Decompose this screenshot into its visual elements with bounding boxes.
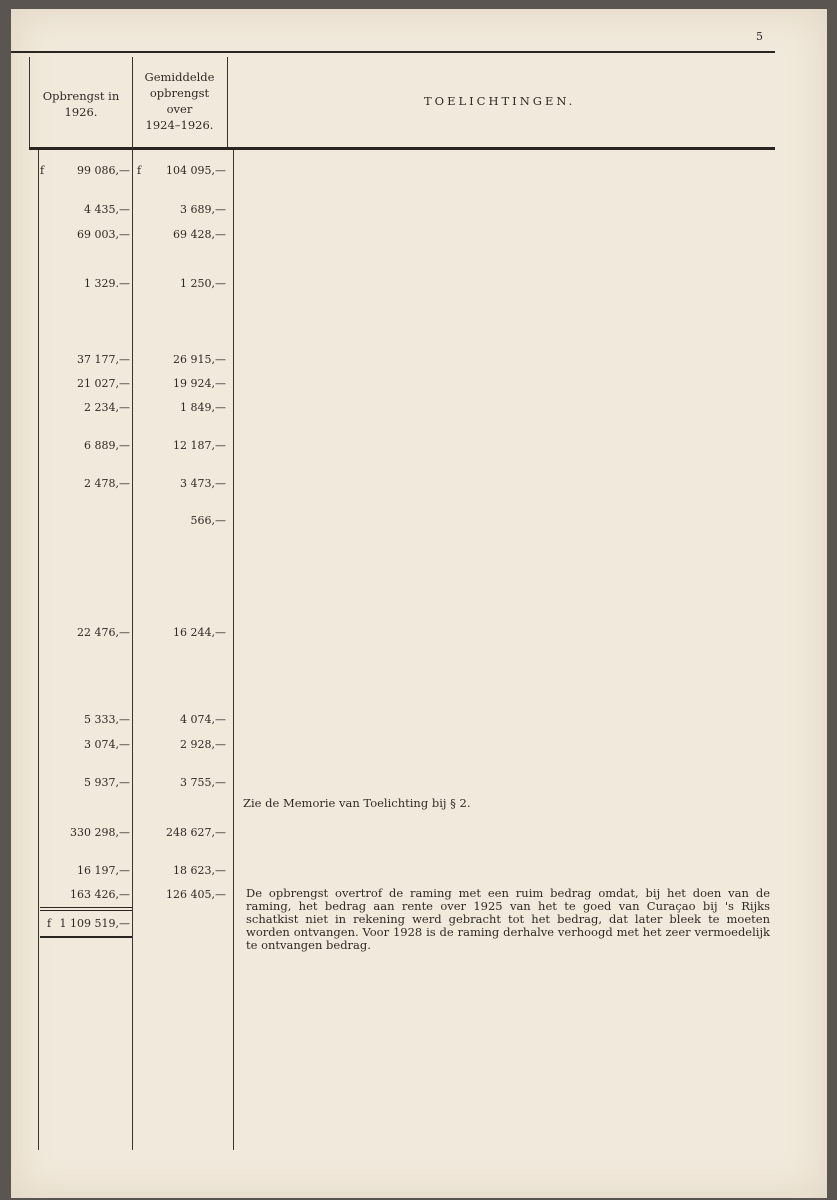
row-16-opbrengst: 16 197,— [77,864,130,877]
note-memorie: Zie de Memorie van Toelichting bij § 2. [243,796,471,810]
header-col-opbrengst [35,88,127,120]
row-9-gemiddelde: 3 473,— [180,477,226,490]
total-rule-bottom [40,936,132,938]
row-17-opbrengst: 163 426,— [70,888,130,901]
row-11-opbrengst: 22 476,— [77,626,130,639]
column-rule-2 [132,57,133,1150]
row-7-gemiddelde: 1 849,— [180,401,226,414]
row-15-opbrengst: 330 298,— [70,826,130,839]
currency-mark-total: f [47,917,52,930]
row-15-gemiddelde: 248 627,— [166,826,226,839]
row-2-opbrengst: 4 435,— [84,203,130,216]
row-12-opbrengst: 5 333,— [84,713,130,726]
row-8-gemiddelde: 12 187,— [173,439,226,452]
row-4-opbrengst: 1 329.— [84,277,130,290]
column-rule-1 [38,150,39,1150]
row-9-opbrengst: 2 478,— [84,477,130,490]
row-3-gemiddelde: 69 428,— [173,228,226,241]
header-col-gemiddelde-line4: 1924–1926. [145,118,214,132]
row-12-gemiddelde: 4 074,— [180,713,226,726]
row-6-opbrengst: 21 027,— [77,377,130,390]
row-6-gemiddelde: 19 924,— [173,377,226,390]
page-number: 5 [756,30,763,43]
row-13-gemiddelde: 2 928,— [180,738,226,751]
top-rule [11,51,775,53]
column-rule-left [29,57,30,147]
header-rule [29,147,775,150]
header-col-gemiddelde-line1: Gemiddelde [144,70,215,84]
row-11-gemiddelde: 16 244,— [173,626,226,639]
row-14-gemiddelde: 3 755,— [180,776,226,789]
column-rule-4 [233,150,234,1150]
total-rule-top-2 [40,910,132,911]
row-3-opbrengst: 69 003,— [77,228,130,241]
row-4-gemiddelde: 1 250,— [180,277,226,290]
header-col-gemiddelde-line3: over [166,102,193,116]
row-1-opbrengst: 99 086,— [77,164,130,177]
note-opbrengst: De opbrengst overtrof de raming met een ruim bedrag omdat, bij het doen van de raming, het bedrag aan rente over 1925 van het te goed van Curaçao bij 's Rijks schatkist niet in rekening werd gebracht tot het bedrag, dat later bleek te moeten worden ontvangen. Voor 1928 is de raming derhalve verhoogd met het zeer vermoedelijk te ontvangen bedrag. [246,886,770,952]
header-col-gemiddelde [132,69,227,133]
row-1-gemiddelde: 104 095,— [166,164,226,177]
total-rule-top [40,907,132,908]
currency-mark-col2: f [137,164,142,177]
total-opbrengst: 1 109 519,— [59,917,130,930]
row-14-opbrengst: 5 937,— [84,776,130,789]
document-page [11,9,827,1198]
row-7-opbrengst: 2 234,— [84,401,130,414]
row-10-gemiddelde: 566,— [190,514,226,527]
currency-mark-col1: f [40,164,45,177]
header-col-gemiddelde-line2: opbrengst [149,86,210,100]
header-col-opbrengst-line1: Opbrengst in [42,89,120,103]
row-8-opbrengst: 6 889,— [84,439,130,452]
column-rule-3 [227,57,228,147]
row-5-gemiddelde: 26 915,— [173,353,226,366]
header-col-toelichtingen: TOELICHTINGEN. [424,94,576,108]
row-2-gemiddelde: 3 689,— [180,203,226,216]
row-5-opbrengst: 37 177,— [77,353,130,366]
header-col-opbrengst-line2: 1926. [64,105,98,119]
row-17-gemiddelde: 126 405,— [166,888,226,901]
row-16-gemiddelde: 18 623,— [173,864,226,877]
row-13-opbrengst: 3 074,— [84,738,130,751]
